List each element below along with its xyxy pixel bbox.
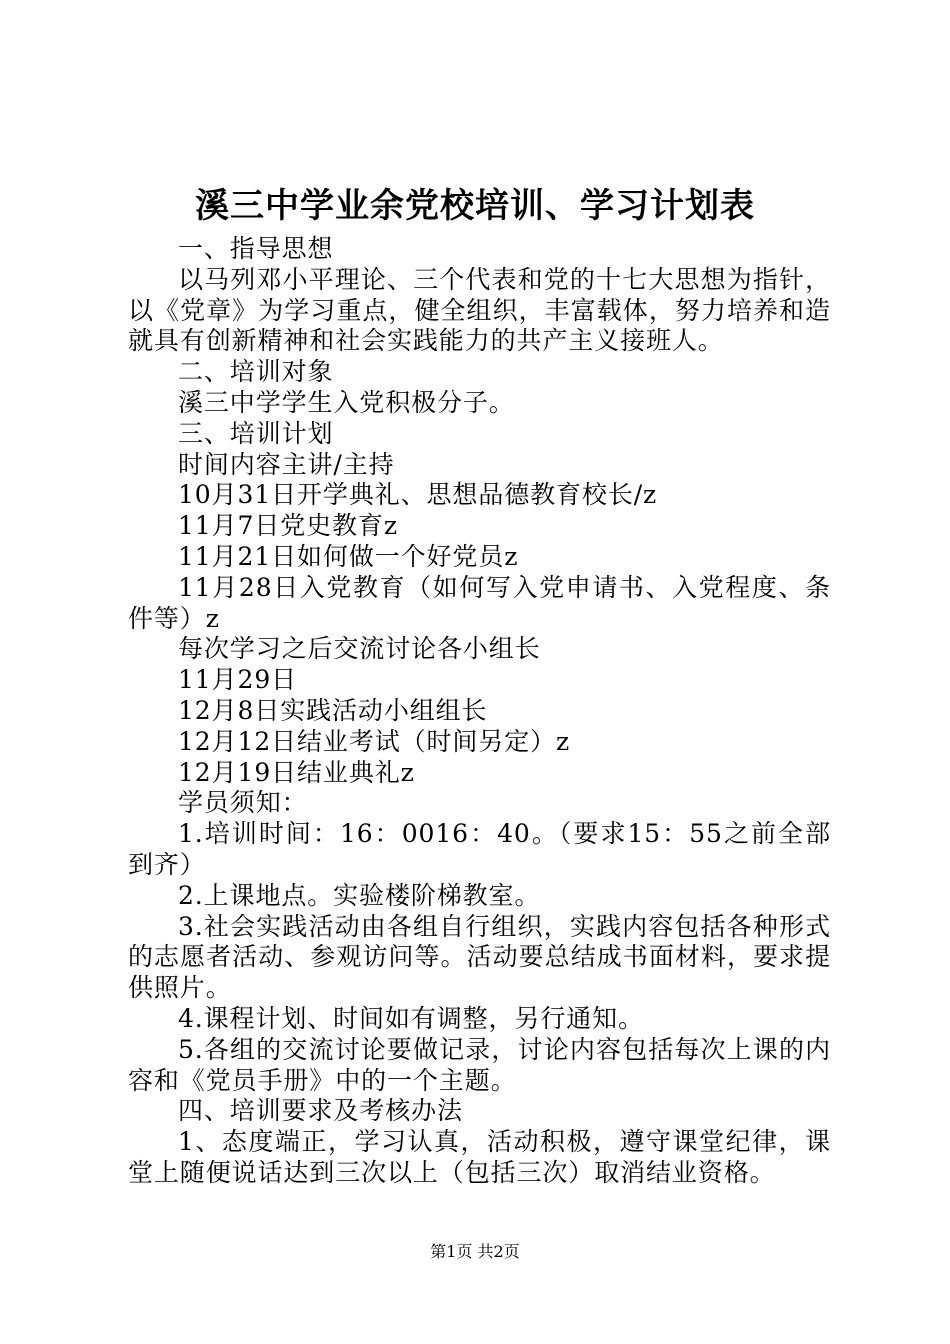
- plan-item: 每次学习之后交流讨论各小组长: [178, 634, 541, 664]
- plan-item: 11月21日如何做一个好党员z: [178, 541, 519, 571]
- notice-item: 5.各组的交流讨论要做记录，讨论内容包括每次上课的内容和《党员手册》中的一个主题。: [128, 1034, 831, 1095]
- notice-item: 3.社会实践活动由各组自行组织，实践内容包括各种形式的志愿者活动、参观访问等。活动要总结成书面材料，要求提供照片。: [128, 911, 831, 1003]
- heading-student-notice: 学员须知：: [178, 788, 308, 818]
- plan-item: 12月12日结业考试（时间另定）z: [178, 726, 571, 756]
- plan-item: 12月19日结业典礼z: [178, 757, 415, 787]
- plan-item: 11月7日党史教育z: [178, 511, 398, 541]
- plan-item: 11月28日入党教育（如何写入党申请书、入党程度、条件等）z: [128, 572, 831, 633]
- page-number-footer: 第1页 共2页: [430, 1242, 520, 1261]
- plan-item: 10月31日开学典礼、思想品德教育校长/z: [178, 480, 658, 510]
- document-body: [128, 234, 831, 1189]
- heading-training-target: 二、培训对象: [178, 357, 334, 387]
- heading-guiding-thought: 一、指导思想: [178, 234, 334, 263]
- paragraph-training-target: 溪三中学学生入党积极分子。: [178, 387, 515, 417]
- heading-requirements: 四、培训要求及考核办法: [178, 1096, 463, 1126]
- notice-item: 1.培训时间：16：0016：40。（要求15：55之前全部到齐）: [128, 819, 831, 879]
- plan-item: 12月8日实践活动小组组长: [178, 695, 488, 725]
- requirement-item: 1、态度端正，学习认真，活动积极，遵守课堂纪律，课堂上随便说话达到三次以上（包括三次）取消结业资格。: [128, 1127, 831, 1187]
- plan-header-line: 时间内容主讲/主持: [178, 449, 395, 479]
- heading-training-plan: 三、培训计划: [178, 418, 334, 448]
- plan-item: 11月29日: [178, 665, 298, 695]
- paragraph-guiding-thought: 以马列邓小平理论、三个代表和党的十七大思想为指针，以《党章》为学习重点，健全组织，丰富载体，努力培养和造就具有创新精神和社会实践能力的共产主义接班人。: [128, 264, 831, 356]
- notice-item: 4.课程计划、时间如有调整，另行通知。: [178, 1003, 644, 1033]
- notice-item: 2.上课地点。实验楼阶梯教室。: [178, 880, 541, 910]
- document-title: 溪三中学业余党校培训、学习计划表: [195, 186, 755, 226]
